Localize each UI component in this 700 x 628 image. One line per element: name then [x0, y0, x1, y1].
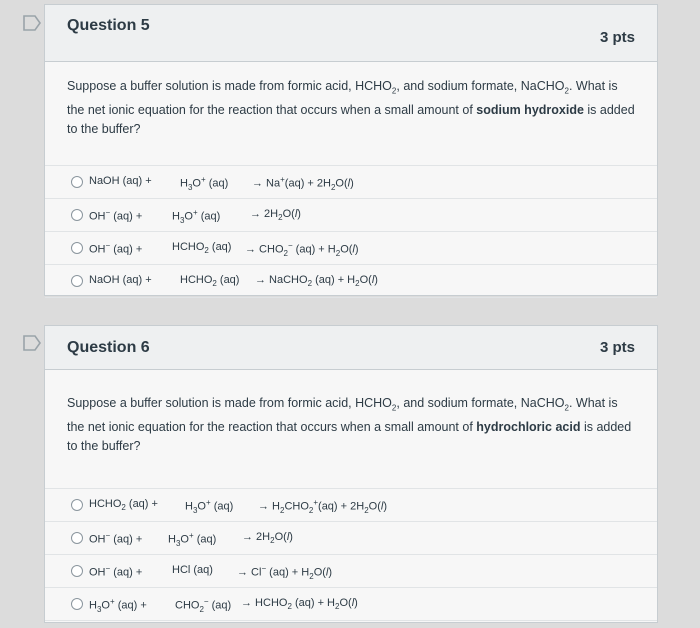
- question-6-option-4[interactable]: [45, 587, 657, 621]
- option-products: → $2H_2O(l)$: [250, 207, 301, 222]
- option-products: → Cl− $(aq) + H_2O(l)$: [237, 563, 333, 581]
- question-6-answers: [45, 488, 657, 621]
- radio-icon[interactable]: [71, 532, 83, 544]
- radio-icon[interactable]: [71, 176, 83, 188]
- option-products: → $2H_2O(l)$: [242, 530, 293, 545]
- option-reactant-1: OH− (aq) +: [89, 207, 143, 223]
- option-reactant-2: $H_3O^+$ (aq): [172, 207, 221, 225]
- question-6-option-1[interactable]: [45, 488, 657, 521]
- radio-icon[interactable]: [71, 209, 83, 221]
- question-6-card: [44, 325, 658, 623]
- option-products: → $Na^+(aq) + 2H_2O(l)$: [252, 174, 354, 192]
- option-reactant-1: $H_3O^+$ (aq) +: [89, 596, 147, 614]
- option-reactant-1: NaOH (aq) +: [89, 174, 152, 187]
- question-5-title: Question 5: [67, 17, 150, 34]
- option-products: → $CHO_2^-$ $(aq) + H_2O(l)$: [245, 240, 359, 258]
- question-5-option-3[interactable]: [45, 231, 657, 264]
- option-reactant-1: OH− (aq) +: [89, 530, 143, 546]
- option-products: → $HCHO_2$ $(aq) + H_2O(l)$: [241, 596, 358, 611]
- radio-icon[interactable]: [71, 499, 83, 511]
- radio-icon[interactable]: [71, 242, 83, 254]
- question-5-header: [45, 5, 657, 62]
- option-reactant-1: OH− (aq) +: [89, 563, 143, 579]
- option-reactant-2: $H_3O^+$ (aq): [168, 530, 217, 548]
- question-6-flag-icon[interactable]: [22, 334, 42, 352]
- option-reactant-2: $CHO_2^-$ (aq): [175, 596, 232, 614]
- option-reactant-1: $HCHO_2$ (aq) +: [89, 497, 158, 512]
- option-products: → NaCHO$_2$ $(aq) + H_2O(l)$: [255, 273, 378, 288]
- radio-icon[interactable]: [71, 565, 83, 577]
- option-reactant-2: $HCHO_2$ (aq): [172, 240, 232, 255]
- option-products: → $H_2CHO_2^+(aq) + 2H_2O(l)$: [258, 497, 388, 515]
- question-5-option-2[interactable]: [45, 198, 657, 231]
- question-6-title: Question 6: [67, 338, 150, 356]
- question-6-header: [45, 326, 657, 370]
- question-6-prompt: Suppose a buffer solution is made from formic acid, $HCHO_2$, and sodium formate, NaCHO$_2$. What is the net ionic equation for the reaction that occurs when a small amount of hydrochloric acid is added to the buffer?: [67, 396, 632, 453]
- question-5-prompt: Suppose a buffer solution is made from formic acid, $HCHO_2$, and sodium formate, NaCHO$_2$. What is the net ionic equation for the reaction that occurs when a small amount of sodium hydroxide is added to the buffer?: [67, 79, 635, 136]
- question-6-points: 3 pts: [599, 339, 635, 356]
- question-5-option-1[interactable]: [45, 165, 657, 198]
- option-reactant-2: $H_3O^+$ (aq): [185, 497, 234, 515]
- question-6-option-3[interactable]: [45, 554, 657, 587]
- radio-icon[interactable]: [71, 598, 83, 610]
- option-reactant-1: NaOH (aq) +: [89, 273, 152, 286]
- question-5-answers: [45, 165, 657, 298]
- radio-icon[interactable]: [71, 275, 83, 287]
- option-reactant-2: $HCHO_2$ (aq): [180, 273, 240, 288]
- question-5-flag-icon[interactable]: [22, 14, 42, 32]
- option-reactant-1: OH− (aq) +: [89, 240, 143, 256]
- option-reactant-2: $H_3O^+$ (aq): [180, 174, 229, 192]
- option-reactant-2: HCl (aq): [172, 563, 213, 576]
- question-5-card: [44, 4, 658, 296]
- question-6-option-2[interactable]: [45, 521, 657, 554]
- question-5-option-4[interactable]: [45, 264, 657, 298]
- question-5-points: 3 pts: [599, 29, 635, 46]
